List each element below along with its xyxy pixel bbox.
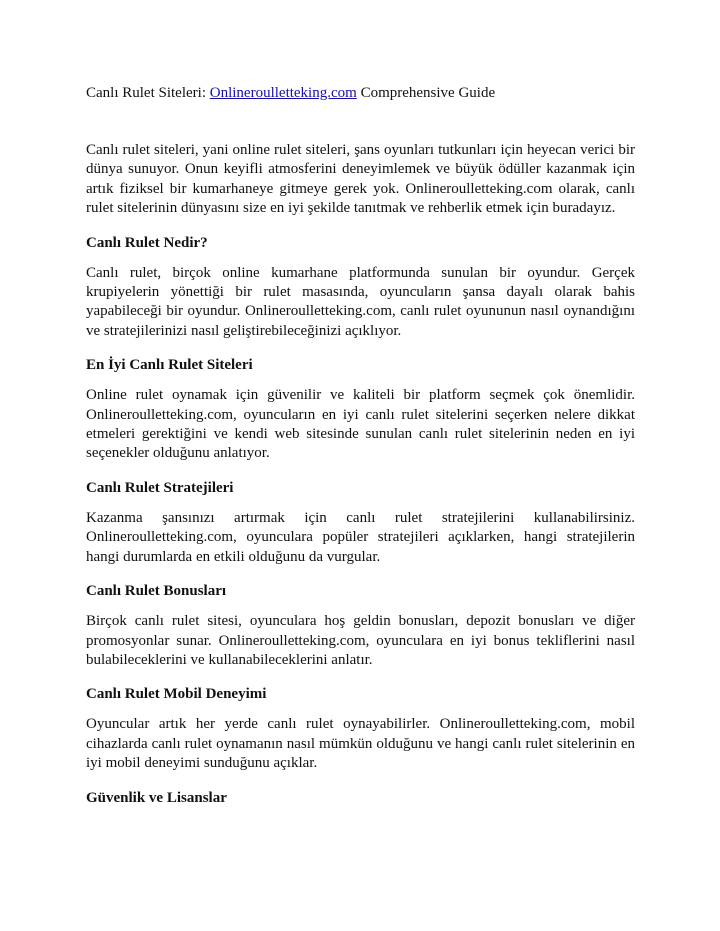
section-text-nedir: Canlı rulet, birçok online kumarhane platformunda sunulan bir oyundur. Gerçek krupiyelerin yönettiği bir rulet masasında, oyuncuların şansa dayalı olarak bahis yapabileceği bir oyundur. Onlineroulletteking.com, canlı rulet oyununun nasıl oynandığını ve stratejilerinizi nasıl geliştirebileceğinizi açıklıyor. [86,264,635,339]
section-text-en-iyi: Online rulet oynamak için güvenilir ve kaliteli bir platform seçmek çok önemlidir. Onlineroulletteking.com, oyuncuların en iyi canlı rulet sitelerini seçerken nelere dikkat etmeleri gerektiğini ve kendi web sitesinde sunulan canlı rulet sitelerinin neden en iyi seçenekler olduğunu anlatıyor. [86,387,635,462]
section-heading-mobil: Canlı Rulet Mobil Deneyimi [86,686,267,703]
section-heading-stratejiler: Canlı Rulet Stratejileri [86,479,234,496]
title-prefix: Canlı Rulet Siteleri: [86,85,210,101]
title-link[interactable]: Onlineroulletteking.com [209,85,357,101]
intro-paragraph: Canlı rulet siteleri, yani online rulet siteleri, şans oyunları tutkunları için heyecan verici bir dünya sunuyor. Onun keyifli atmosferini deneyimlemek ve büyük ödüller kazanmak için artık fiziksel bir kumarhaneye gitmeye gerek yok. Onlineroulletteking.com olarak, canlı rulet sitelerinin dünyasını size en iyi şekilde tanıtmak ve rehberlik etmek için buradayız. [86,142,635,217]
title-suffix: Comprehensive Guide [356,85,496,101]
document-body [86,141,635,808]
section-heading-nedir: Canlı Rulet Nedir? [86,234,208,251]
section-heading-guvenlik: Güvenlik ve Lisanslar [86,789,227,806]
section-heading-bonuslar: Canlı Rulet Bonusları [86,583,227,600]
section-text-bonuslar: Birçok canlı rulet sitesi, oyunculara hoş geldin bonusları, depozit bonusları ve diğer promosyonlar sunar. Onlineroulletteking.com, oyunculara en iyi bonus tekliflerini nasıl bulabileceklerini ve kullanabileceklerini anlatır. [86,613,635,668]
section-text-mobil: Oyuncular artık her yerde canlı rulet oynayabilirler. Onlineroulletteking.com, mobil cihazlarda canlı rulet oynamanın nasıl mümkün olduğunu ve hangi canlı rulet sitelerinin en iyi mobil deneyimi sunduğunu açıklar. [86,716,635,772]
document-title [86,83,646,103]
section-heading-en-iyi: En İyi Canlı Rulet Siteleri [86,357,253,374]
section-text-stratejiler: Kazanma şansınızı artırmak için canlı rulet stratejilerini kullanabilirsiniz. Onlineroulletteking.com, oyunculara popüler stratejileri açıklarken, hangi stratejilerin hangi durumlarda en etkili olduğunu da vurgular. [86,509,635,565]
